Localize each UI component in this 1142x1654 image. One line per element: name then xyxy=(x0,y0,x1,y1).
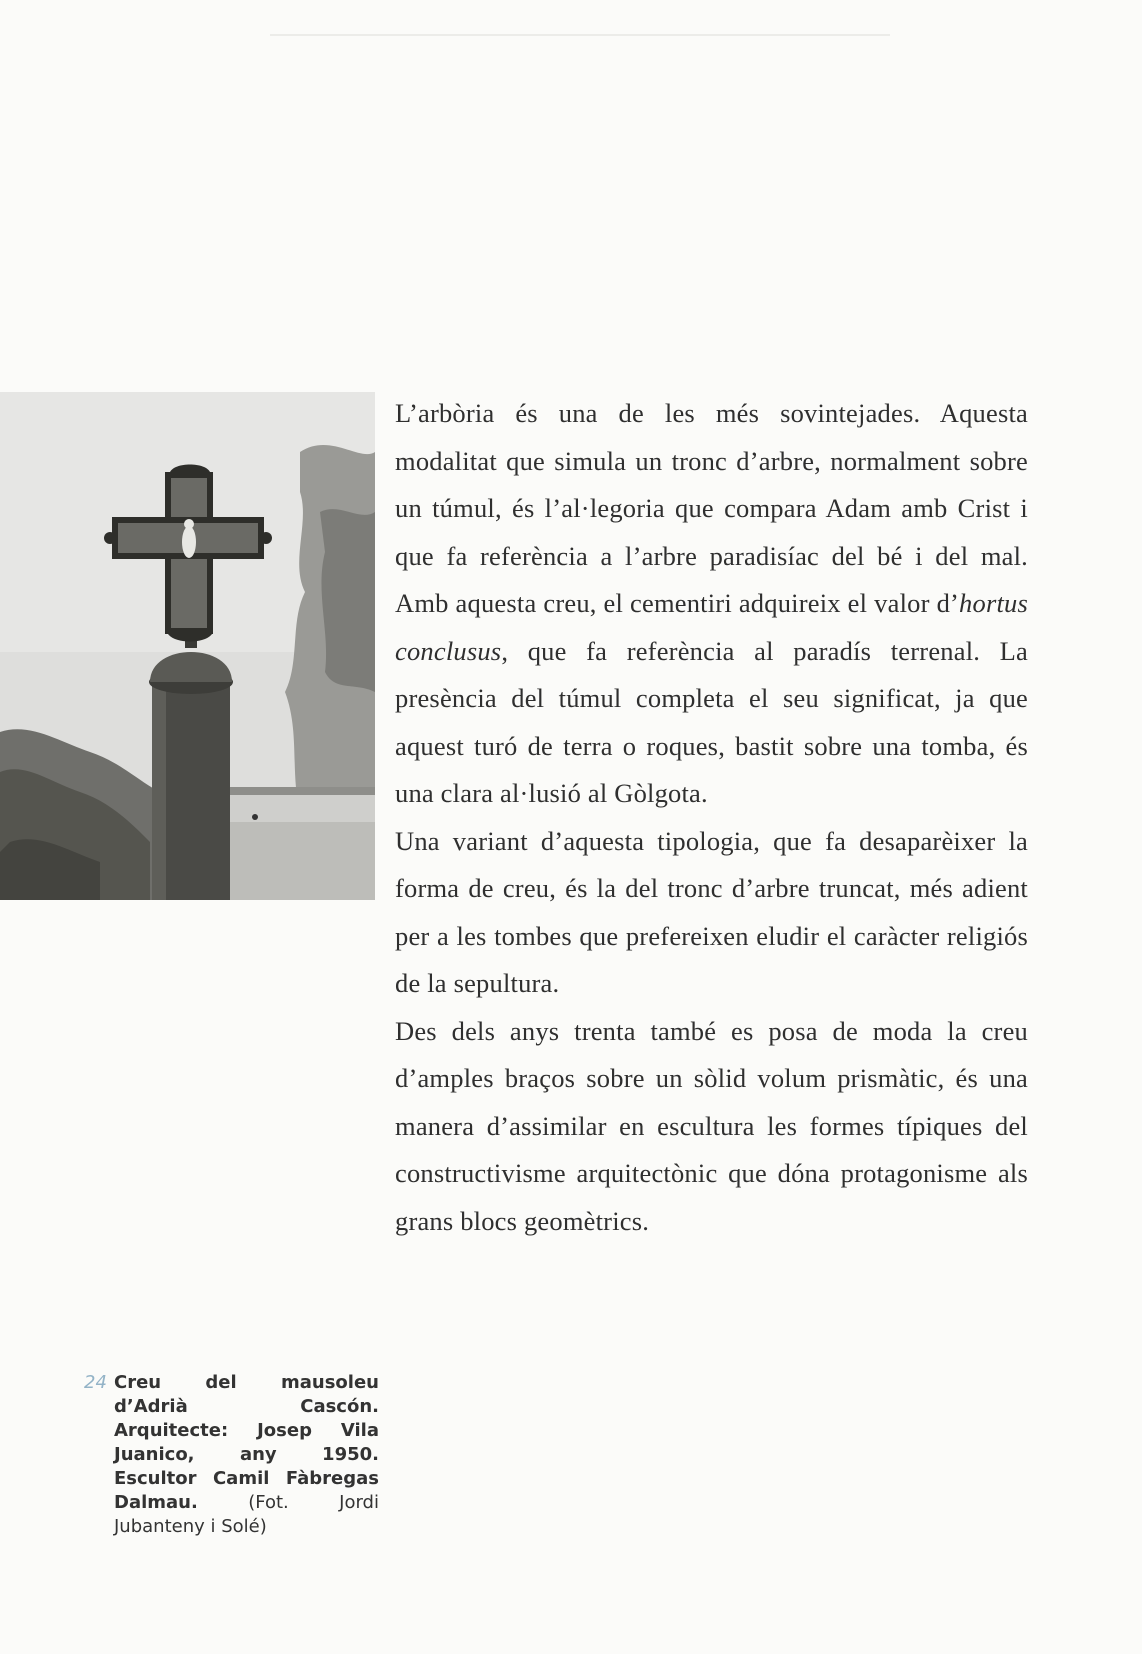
hortus-conclusus-term: hortus conclusus xyxy=(395,588,1028,666)
top-rule xyxy=(270,34,890,36)
paragraph-arboria-text-end: , que fa referència al paradís terrenal. La presència del túmul completa el seu significat, ja que aquest turó de terra o roques, bastit sobre una tomba, és una clara al·lusió al Gòlgota. xyxy=(395,635,1028,808)
figure-caption xyxy=(84,1371,379,1539)
body-text xyxy=(395,390,1028,1245)
paragraph-arboria xyxy=(395,390,1028,818)
caption-credit: (Fot. Jordi Jubanteny i Solé) xyxy=(114,1492,379,1537)
caption-number: 24 xyxy=(84,1372,107,1393)
paragraph-constructivisme: Des dels anys trenta també es posa de moda la creu d’amples braços sobre un sòlid volum prismàtic, és una manera d’assimilar en escultura les formes típiques del constructivisme arquitectònic que dóna protagonisme als grans blocs geomètrics. xyxy=(395,1015,1028,1236)
paragraph-tronc-truncat: Una variant d’aquesta tipologia, que fa desaparèixer la forma de creu, és la del tronc d’arbre truncat, més adient per a les tombes que prefereixen eludir el caràcter religiós de la sepultura. xyxy=(395,825,1028,998)
paragraph-arboria-text: L’arbòria és una de les més sovintejades. Aquesta modalitat que simula un tronc d’arbre, normalment sobre un túmul, és l’al·legoria que compara Adam amb Crist i que fa referència a l’arbre paradisíac del bé i del mal. Amb aquesta creu, el cementiri adquireix el valor d’ xyxy=(395,398,1028,618)
cross-photograph xyxy=(0,392,375,900)
caption-title: Creu del mausoleu d’Adrià Cascón. Arquitecte: Josep Vila Juanico, any 1950. Escultor Camil Fàbregas Dalmau. xyxy=(114,1372,379,1513)
caption-text xyxy=(114,1371,379,1539)
